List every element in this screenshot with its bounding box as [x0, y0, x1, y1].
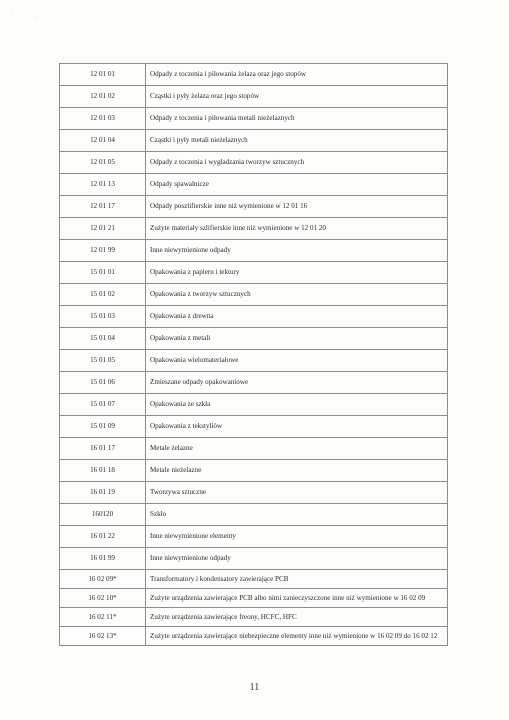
table-row	[60, 589, 448, 608]
table-row	[60, 372, 448, 394]
waste-description: Odpady poszlifierskie inne niż wymienione w 12 01 16	[146, 196, 448, 218]
table-row	[60, 64, 448, 86]
table-row	[60, 548, 448, 570]
waste-code: 16 02 13*	[60, 627, 146, 646]
table-row	[60, 460, 448, 482]
waste-description: Inne niewymienione elementy	[146, 526, 448, 548]
scan-speck: ·	[36, 15, 38, 21]
waste-description: Transformatory i kondensatory zawierające PCB	[146, 570, 448, 589]
waste-code: 16 01 17	[60, 438, 146, 460]
table-row	[60, 218, 448, 240]
waste-code: 12 01 02	[60, 86, 146, 108]
waste-code: 12 01 21	[60, 218, 146, 240]
waste-code: 15 01 04	[60, 328, 146, 350]
table-row	[60, 608, 448, 627]
table-row	[60, 416, 448, 438]
waste-code: 15 01 09	[60, 416, 146, 438]
waste-description: Zużyte urządzenia zawierające niebezpieczne elementy inne niż wymienione w 16 02 09 do 16 02 12	[146, 627, 448, 646]
waste-code: 12 01 04	[60, 130, 146, 152]
waste-code: 16 02 11*	[60, 608, 146, 627]
waste-description: Opakowania z drewna	[146, 306, 448, 328]
waste-description: Odpady spawalnicze	[146, 174, 448, 196]
waste-code: 160120	[60, 504, 146, 526]
waste-code: 15 01 07	[60, 394, 146, 416]
waste-description: Zużyte materiały szlifierskie inne niż wymienione w 12 01 20	[146, 218, 448, 240]
waste-description: Odpady z toczenia i wygładzania tworzyw sztucznych	[146, 152, 448, 174]
waste-description: Inne niewymienione odpady	[146, 548, 448, 570]
waste-description: Inne niewymienione odpady	[146, 240, 448, 262]
waste-description: Tworzywa sztuczne	[146, 482, 448, 504]
table-row	[60, 86, 448, 108]
table-row	[60, 306, 448, 328]
table-row	[60, 196, 448, 218]
table-row	[60, 174, 448, 196]
table-row	[60, 240, 448, 262]
waste-code: 12 01 17	[60, 196, 146, 218]
table-row	[60, 438, 448, 460]
waste-code: 16 01 18	[60, 460, 146, 482]
waste-code: 16 02 09*	[60, 570, 146, 589]
waste-description: Opakowania ze szkła	[146, 394, 448, 416]
waste-code: 15 01 06	[60, 372, 146, 394]
waste-description: Cząstki i pyły metali nieżelaznych	[146, 130, 448, 152]
waste-code: 15 01 03	[60, 306, 146, 328]
table-row	[60, 570, 448, 589]
waste-code: 12 01 03	[60, 108, 146, 130]
waste-description: Zużyte urządzenia zawierające freony, HCFC, HFC	[146, 608, 448, 627]
waste-description: Opakowania wielomateriałowe	[146, 350, 448, 372]
page-number: 11	[249, 682, 260, 693]
table-row	[60, 284, 448, 306]
waste-code: 12 01 99	[60, 240, 146, 262]
table-row	[60, 328, 448, 350]
waste-code: 12 01 01	[60, 64, 146, 86]
waste-code: 12 01 05	[60, 152, 146, 174]
waste-description: Opakowania z tworzyw sztucznych	[146, 284, 448, 306]
waste-code: 12 01 13	[60, 174, 146, 196]
waste-codes-table	[59, 63, 448, 646]
scan-speck: ·	[10, 11, 12, 17]
waste-code: 16 01 99	[60, 548, 146, 570]
waste-code: 16 01 19	[60, 482, 146, 504]
table-row	[60, 504, 448, 526]
waste-description: Odpady z toczenia i piłowania żelaza oraz jego stopów	[146, 64, 448, 86]
table-row	[60, 152, 448, 174]
waste-description: Zużyte urządzenia zawierające PCB albo nimi zanieczyszczone inne niż wymienione w 16 02 09	[146, 589, 448, 608]
table-row	[60, 130, 448, 152]
waste-description: Odpady z toczenia i piłowania metali nieżelaznych	[146, 108, 448, 130]
table-row	[60, 482, 448, 504]
waste-description: Opakowania z metali	[146, 328, 448, 350]
waste-description: Zmieszane odpady opakowaniowe	[146, 372, 448, 394]
waste-code: 16 02 10*	[60, 589, 146, 608]
table-row	[60, 350, 448, 372]
table-row	[60, 262, 448, 284]
waste-code: 16 01 22	[60, 526, 146, 548]
table-row	[60, 394, 448, 416]
table-row	[60, 108, 448, 130]
waste-description: Szkło	[146, 504, 448, 526]
waste-description: Opakowania z tekstyliów	[146, 416, 448, 438]
waste-description: Opakowania z papieru i tektury	[146, 262, 448, 284]
waste-description: Metale nieżelazne	[146, 460, 448, 482]
waste-code: 15 01 05	[60, 350, 146, 372]
table-row	[60, 526, 448, 548]
waste-code: 15 01 02	[60, 284, 146, 306]
waste-code: 15 01 01	[60, 262, 146, 284]
table-row	[60, 627, 448, 646]
waste-description: Cząstki i pyły żelaza oraz jego stopów	[146, 86, 448, 108]
waste-description: Metale żelazne	[146, 438, 448, 460]
